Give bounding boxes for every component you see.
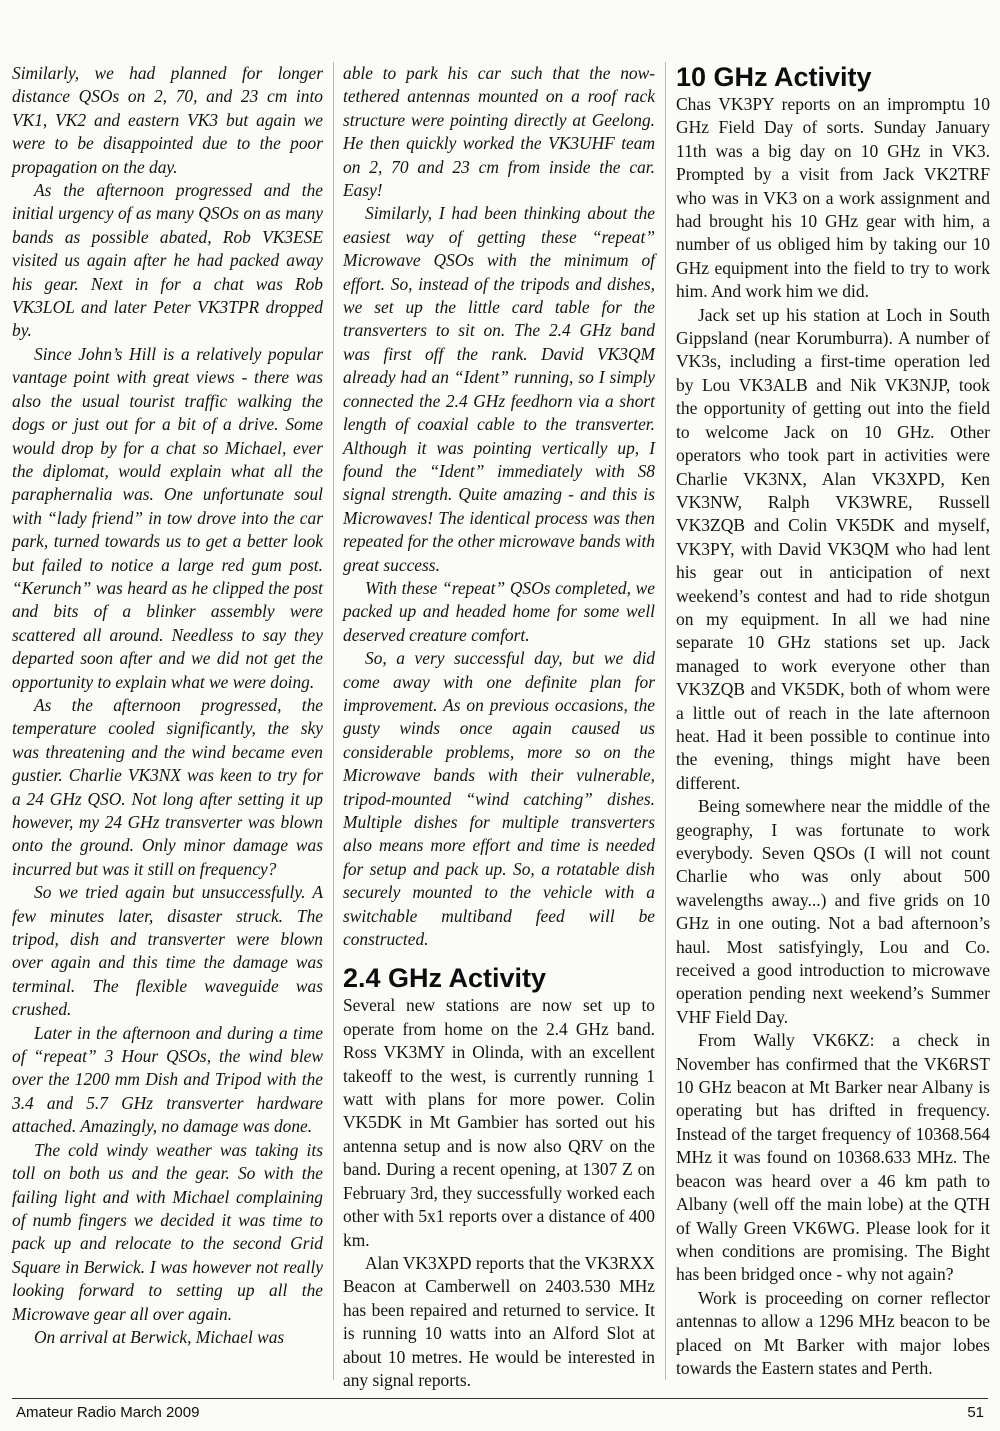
paragraph: Several new stations are now set up to operate from home on the 2.4 GHz band. Ross VK3MY in Olinda, with an excellent takeoff to the west, is currently running 1 watt with plans for more power. Colin VK5DK in Mt Gambier has sorted out his antenna setup and is now also QRV on the band. During a recent opening, at 1307 Z on February 3rd, they successfully worked each other with 5x1 reports over a distance of 400 km. <box>343 995 655 1250</box>
column-3 <box>676 62 990 1378</box>
page-number: 51 <box>967 1404 984 1421</box>
paragraph: able to park his car such that the now-tethered antennas mounted on a roof rack structure were pointing directly at Geelong. He then quickly worked the VK3UHF team on 2, 70 and 23 cm from inside the car. Easy! <box>343 63 655 201</box>
article-continuation <box>343 62 655 951</box>
paragraph: Since John’s Hill is a relatively popular vantage point with great views - there was also the usual tourist traffic walking the dogs or just out for a bit of a drive. Some would drop by for a chat so Michael, ever the diplomat, would explain what all the paraphernalia was. One unfortunate soul with “lady friend” in tow drove into the car park, turned towards us to get a better look but failed to notice a large red gum post. “Kerunch” was heard as he clipped the post and bits of a blinker assembly were scattered all around. Needless to say they departed soon after and we did not get the opportunity to explain what we were doing. <box>12 343 323 692</box>
paragraph: As the afternoon progressed, the temperature cooled significantly, the sky was threatening and the wind became even gustier. Charlie VK3NX was keen to try for a 24 GHz QSO. Not long after setting it up however, my 24 GHz transverter was blown onto the ground. Only minor damage was incurred but was it still on frequency? <box>12 694 323 879</box>
paragraph: So, a very successful day, but we did come away with one definite plan for improvement. As on previous occasions, the gusty winds once again caused us considerable problems, more so on the Microwave bands with their vulnerable, tripod-mounted “wind catching” dishes. Multiple dishes for multiple transverters also means more effort and time is needed for setup and pack up. So, a rotatable dish securely mounted to the vehicle with a switchable multiband feed will be constructed. <box>343 648 655 950</box>
paragraph: Similarly, I had been thinking about the easiest way of getting these “repeat” Microwave QSOs with the minimum of effort. So, instead of the tripods and dishes, we set up the little card table for the transverters to sit on. The 2.4 GHz band was first off the rank. David VK3QM already had an “Ident” running, so I simply connected the 2.4 GHz feedhorn via a short length of coaxial cable to the transverter. Although it was pointing vertically up, I found the “Ident” immediately with S8 signal strength. Quite amazing - and this is Microwaves! The identical process was then repeated for the other microwave bands with great success. <box>343 203 655 575</box>
column-1 <box>12 62 323 1378</box>
paragraph: Alan VK3XPD reports that the VK3RXX Beacon at Camberwell on 2403.530 MHz has been repaired and returned to service. It is running 10 watts into an Alford Slot at about 10 metres. He would be interested in any signal reports. <box>343 1252 655 1390</box>
paragraph: Jack set up his station at Loch in South Gippsland (near Korumburra). A number of VK3s, including a first-time operation led by Lou VK3ALB and Nik VK3NJP, took the opportunity of getting out into the field to welcome Jack on 10 GHz. Other operators who took part in activities were Charlie VK3NX, Alan VK3XPD, Ken VK3NW, Ralph VK3WRE, Russell VK3ZQB and Colin VK5DK and myself, VK3PY, with David VK3QM who had lent his gear out in anticipation of next weekend’s contest and had to ride shotgun on my equipment. In all we had nine separate 10 GHz stations set up. Jack managed to work everyone other than VK3ZQB and VK5DK, both of whom were a little out of reach in the late afternoon heat. Had it been possible to continue into the evening, things might have been different. <box>676 304 990 793</box>
publication-footer: Amateur Radio March 2009 <box>16 1404 200 1421</box>
paragraph: Being somewhere near the middle of the geography, I was fortunate to work everybody. Seven QSOs (I will not count Charlie who was only about 500 wavelengths away...) and five grids on 10 GHz in one outing. Not a bad afternoon’s haul. Most satisfyingly, Lou and Co. received a good introduction to microwave operation pending next weekend’s Summer VHF Field Day. <box>676 796 990 1027</box>
paragraph: With these “repeat” QSOs completed, we packed up and headed home for some well deserved creature comfort. <box>343 577 655 645</box>
paragraph: Chas VK3PY reports on an impromptu 10 GHz Field Day of sorts. Sunday January 11th was a big day on 10 GHz in VK3. Prompted by a visit from Jack VK2TRF who was in VK3 on a work assignment and had brought his 10 GHz gear with him, a number of us obliged him by taking our 10 GHz equipment into the field to try to work him. And work him we did. <box>676 94 990 302</box>
paragraph: As the afternoon progressed and the initial urgency of as many QSOs on as many bands as possible abated, Rob VK3ESE visited us again after he had packed away his gear. Next in for a chat was Rob VK3LOL and later Peter VK3TPR dropped by. <box>12 180 323 341</box>
section-heading-2-4-ghz: 2.4 GHz Activity <box>343 963 547 994</box>
paragraph: Work is proceeding on corner reflector antennas to allow a 1296 MHz beacon to be placed on Mt Barker with major lobes towards the Eastern states and Perth. <box>676 1287 990 1378</box>
paragraph: On arrival at Berwick, Michael was <box>34 1326 285 1347</box>
footer-rule <box>12 1398 988 1399</box>
column-divider <box>665 62 666 1380</box>
paragraph: The cold windy weather was taking its toll on both us and the gear. So with the failing light and with Michael complaining of numb fingers we decided it was time to pack up and relocate to the second Grid Square in Berwick. I was however not really looking forward to setting up all the Microwave gear all over again. <box>12 1139 323 1324</box>
paragraph: So we tried again but unsuccessfully. A few minutes later, disaster struck. The tripod, dish and transverter were blown over again and this time the damage was terminal. The flexible waveguide was crushed. <box>12 882 323 1020</box>
column-divider <box>333 62 334 1380</box>
column-2 <box>343 62 655 1390</box>
paragraph: From Wally VK6KZ: a check in November has confirmed that the VK6RST 10 GHz beacon at Mt Barker near Albany is operating but has drifted in frequency. Instead of the target frequency of 10368.564 MHz it was found on 10368.633 MHz. The beacon was heard over a 46 km path to Albany (well off the main lobe) at the QTH of Wally Green VK6WG. Please look for it when conditions are promising. The Bight has been bridged once - why not again? <box>676 1030 990 1285</box>
section-heading-10-ghz: 10 GHz Activity <box>676 62 872 92</box>
paragraph: Later in the afternoon and during a time of “repeat” 3 Hour QSOs, the wind blew over the 1200 mm Dish and Tripod with the 3.4 and 5.7 GHz transverter hardware attached. Amazingly, no damage was done. <box>12 1022 323 1137</box>
paragraph: Similarly, we had planned for longer distance QSOs on 2, 70, and 23 cm into VK1, VK2 and eastern VK3 but again we were to be disappointed due to the poor propagation on the day. <box>12 63 323 177</box>
